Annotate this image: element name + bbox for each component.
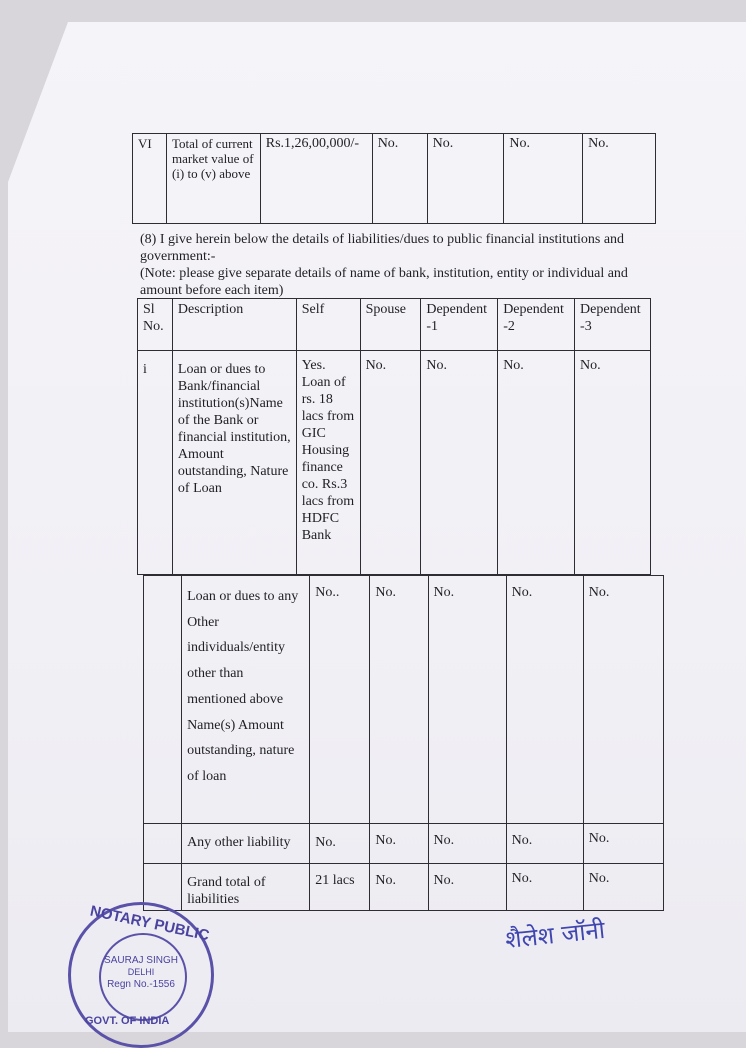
header-dependent-2: Dependent -2	[498, 299, 575, 351]
section-8-heading: (8) I give herein below the details of liabilities/dues to public financial institutions and government:-	[140, 232, 625, 264]
cell-spouse: No.	[360, 351, 421, 575]
cell-self: No..	[310, 576, 370, 824]
cell-dependent-2: No.	[498, 351, 575, 575]
cell-spouse: No.	[370, 824, 428, 864]
stamp-city: DELHI	[127, 967, 155, 977]
table-row	[133, 134, 656, 224]
header-sl-no: Sl No.	[138, 299, 173, 351]
cell-description: Grand total of liabilities	[182, 864, 310, 911]
cell-description: Total of current market value of (i) to (v) above	[166, 134, 260, 224]
cell-description: Any other liability	[182, 824, 310, 864]
cell-description: Loan or dues to Bank/financial institution(s)Name of the Bank or financial institution, Amount outstanding, Nature of Loan	[172, 351, 296, 575]
cell-spouse: No.	[370, 576, 428, 824]
cell-dependent-1: No.	[421, 351, 498, 575]
signature: शैलेश जॉनी	[503, 915, 607, 955]
notary-stamp	[68, 902, 214, 1048]
table-header-row	[138, 299, 651, 351]
cell-dependent-2: No.	[506, 824, 583, 864]
assets-total-table	[132, 133, 656, 224]
header-self: Self	[296, 299, 360, 351]
section-8-note: (Note: please give separate details of name of bank, institution, entity or individual and amount before each item)	[140, 266, 628, 298]
cell-sl: VI	[133, 134, 167, 224]
cell-dependent-1: No.	[428, 824, 506, 864]
cell-dependent-3: No.	[583, 134, 656, 224]
table-row	[138, 351, 651, 575]
liabilities-table-continued	[143, 575, 664, 911]
stamp-regn: Regn No.-1556	[107, 979, 175, 990]
cell-self: No.	[310, 824, 370, 864]
cell-dependent-2: No.	[506, 864, 583, 911]
cell-dependent-3: No.	[575, 351, 651, 575]
table-row	[144, 824, 664, 864]
cell-self: 21 lacs	[310, 864, 370, 911]
stamp-ring-bottom: GOVT. OF INDIA	[85, 1015, 170, 1027]
stamp-name: SAURAJ SINGH	[104, 955, 178, 966]
header-dependent-3: Dependent -3	[575, 299, 651, 351]
cell-self: Yes. Loan of rs. 18 lacs from GIC Housing finance co. Rs.3 lacs from HDFC Bank	[296, 351, 360, 575]
table-row	[144, 576, 664, 824]
stamp-ring-top: NOTARY PUBLIC	[88, 902, 211, 945]
stamp-inner-ring	[99, 933, 187, 1021]
cell-spouse: No.	[370, 864, 428, 911]
cell-dependent-1: No.	[428, 576, 506, 824]
header-dependent-1: Dependent -1	[421, 299, 498, 351]
cell-dependent-3: No.	[583, 576, 663, 824]
cell-sl	[144, 576, 182, 824]
cell-spouse: No.	[372, 134, 427, 224]
cell-dependent-2: No.	[504, 134, 583, 224]
cell-dependent-1: No.	[428, 864, 506, 911]
table-row	[144, 864, 664, 911]
header-spouse: Spouse	[360, 299, 421, 351]
cell-dependent-2: No.	[506, 576, 583, 824]
liabilities-table	[137, 298, 651, 575]
cell-sl	[144, 824, 182, 864]
cell-dependent-3: No.	[583, 824, 663, 864]
cell-self: Rs.1,26,00,000/-	[260, 134, 372, 224]
header-description: Description	[172, 299, 296, 351]
cell-dependent-1: No.	[427, 134, 504, 224]
cell-description: Loan or dues to any Other individuals/entity other than mentioned above Name(s) Amount outstanding, nature of loan	[182, 576, 310, 824]
cell-dependent-3: No.	[583, 864, 663, 911]
cell-sl: i	[138, 351, 173, 575]
